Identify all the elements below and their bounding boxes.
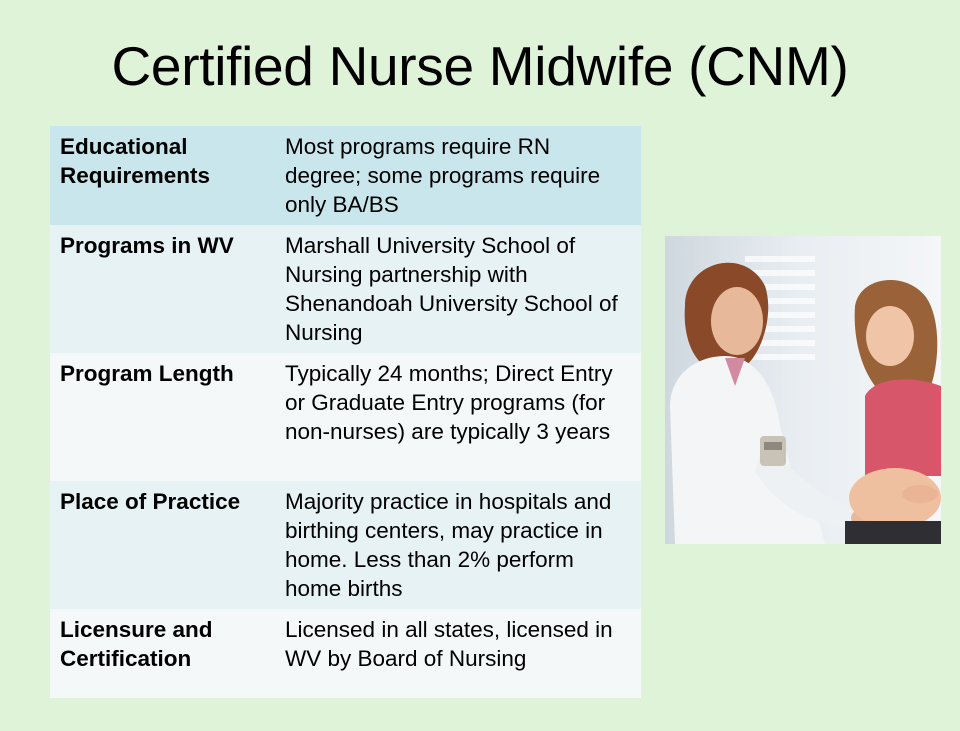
row-label: Licensure and Certification xyxy=(50,609,275,698)
table-row xyxy=(50,481,641,609)
row-label: Educational Requirements xyxy=(50,126,275,225)
table-row xyxy=(50,609,641,698)
row-value: Marshall University School of Nursing partnership with Shenandoah University School of Nursing xyxy=(275,225,641,353)
row-value: Typically 24 months; Direct Entry or Graduate Entry programs (for non-nurses) are typically 3 years xyxy=(275,353,641,481)
info-table xyxy=(50,126,641,698)
table-row xyxy=(50,353,641,481)
table-row xyxy=(50,126,641,225)
slide-title: Certified Nurse Midwife (CNM) xyxy=(111,35,849,97)
row-label: Place of Practice xyxy=(50,481,275,609)
row-label: Programs in WV xyxy=(50,225,275,353)
table-row xyxy=(50,225,641,353)
row-value: Licensed in all states, licensed in WV by Board of Nursing xyxy=(275,609,641,698)
row-label: Program Length xyxy=(50,353,275,481)
row-value: Most programs require RN degree; some programs require only BA/BS xyxy=(275,126,641,225)
midwife-patient-photo xyxy=(665,236,941,544)
row-value: Majority practice in hospitals and birthing centers, may practice in home. Less than 2% perform home births xyxy=(275,481,641,609)
